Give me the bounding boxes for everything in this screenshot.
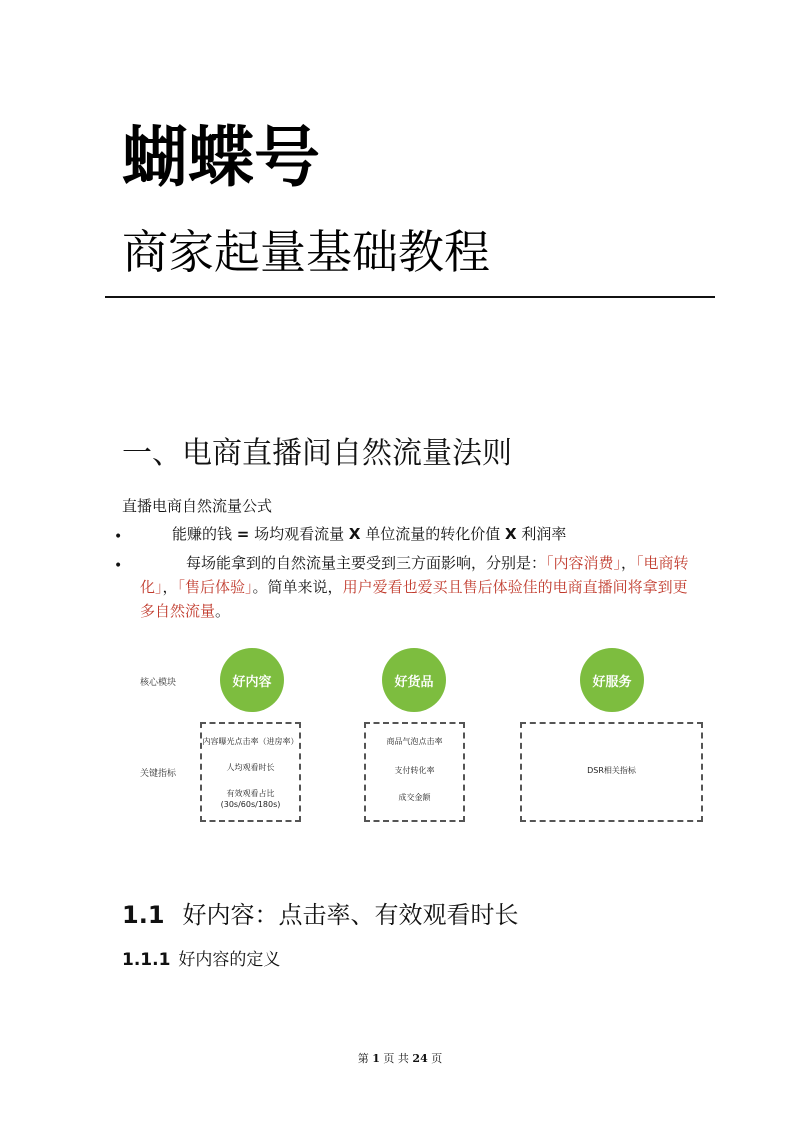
formula-text: 能赚的钱 — [172, 525, 237, 543]
highlight-aftersales: 「售后体验」 — [177, 578, 253, 596]
metrics-box-content — [200, 722, 301, 822]
influence-text: 。 — [215, 602, 231, 620]
formula-multiply: X — [505, 525, 517, 543]
module-circle-content: 好内容 — [220, 648, 284, 712]
title-divider — [105, 296, 715, 298]
bullet-icon: • — [114, 558, 123, 574]
influence-text: 。简单来说， — [252, 578, 343, 596]
document-title: 蝴蝶号 — [122, 119, 320, 196]
metric-item: 内容曝光点击率（进房率） — [202, 737, 299, 746]
bullet-icon: • — [114, 529, 123, 545]
metrics-box-service — [520, 722, 703, 822]
subsubsection-heading — [122, 948, 280, 972]
subsection-number: 1.1 — [122, 901, 165, 929]
module-circle-service: 好服务 — [580, 648, 644, 712]
metric-item: 支付转化率 — [394, 766, 435, 775]
row-label-metrics: 关键指标 — [140, 769, 177, 779]
row-label-core: 核心模块 — [140, 678, 177, 688]
highlight-content: 「内容消费」 — [546, 554, 622, 572]
page-footer — [0, 1050, 800, 1066]
formula-text: 场均观看流量 — [249, 525, 349, 543]
section-heading: 一、电商直播间自然流量法则 — [122, 436, 512, 471]
highlight-conversion: 「电商转化」 — [140, 554, 689, 596]
metric-item: 有效观看占比 — [226, 789, 275, 798]
metric-item: 成交金额 — [398, 793, 431, 802]
page-number: 1 — [372, 1052, 380, 1065]
subsection-title: 好内容：点击率、有效观看时长 — [182, 901, 519, 929]
subsubsection-number: 1.1.1 — [122, 950, 171, 970]
formula-text: 单位流量的转化价值 — [360, 525, 506, 543]
footer-text: 第 — [357, 1052, 373, 1065]
metrics-box-product — [364, 722, 465, 822]
footer-text: 页 — [427, 1052, 443, 1065]
section-subtitle: 直播电商自然流量公式 — [122, 497, 273, 515]
bullet-formula — [140, 522, 732, 546]
bullet-influence — [140, 551, 700, 623]
formula-text: 利润率 — [516, 525, 567, 543]
document-subtitle: 商家起量基础教程 — [122, 225, 490, 279]
highlight-conclusion: 用户爱看也爱买且售后体验佳的电商直播间将拿到更多自然流量 — [140, 578, 688, 620]
subsubsection-title: 好内容的定义 — [178, 950, 281, 970]
module-circle-product: 好货品 — [382, 648, 446, 712]
formula-multiply: X — [348, 525, 361, 543]
subsection-heading — [122, 898, 519, 932]
metric-item: (30s/60s/180s) — [220, 800, 281, 809]
metric-item: 商品气泡点击率 — [386, 737, 443, 746]
influence-text: ， — [162, 578, 178, 596]
footer-text: 页 共 — [379, 1052, 413, 1065]
metric-item: DSR相关指标 — [587, 766, 636, 775]
page-total: 24 — [412, 1052, 428, 1065]
metric-item: 人均观看时长 — [226, 763, 275, 772]
formula-equals: = — [236, 525, 250, 543]
influence-text: ， — [621, 554, 637, 572]
influence-text: 每场能拿到的自然流量主要受到三方面影响，分别是： — [186, 554, 547, 572]
